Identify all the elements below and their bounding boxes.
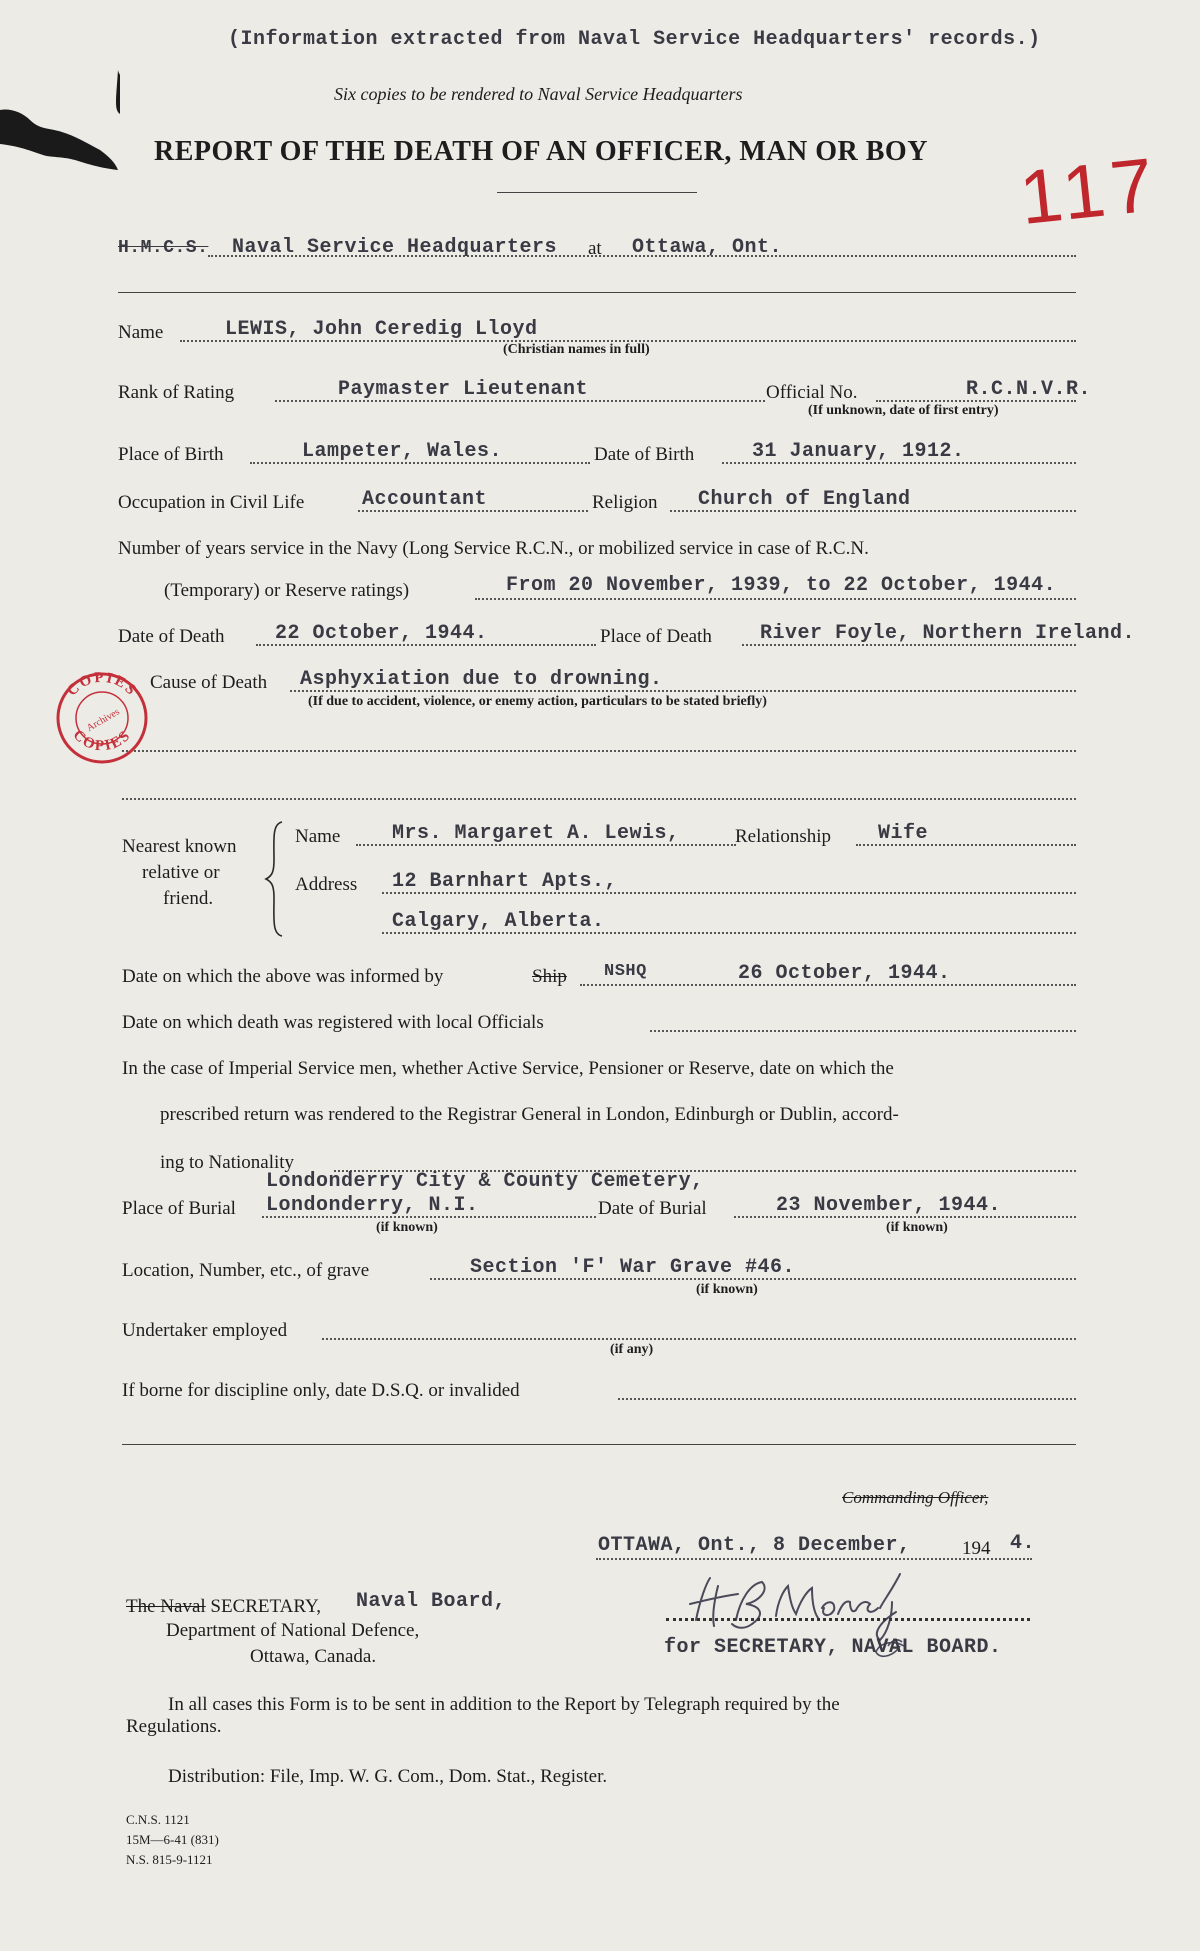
informed-label: Date on which the above was informed by [122,966,444,987]
stamp-middle-text: Archives [84,706,122,734]
signoff-year-prefix: 194 [962,1538,991,1559]
address-label: Address [295,874,358,895]
svg-text:COPIES [70,727,135,754]
title-underline [497,192,697,193]
birth-place-label: Place of Birth [118,444,224,465]
signoff-year-digit: 4. [1010,1532,1036,1555]
burial-place-label: Place of Burial [122,1198,236,1219]
discipline-label: If borne for discipline only, date D.S.Q. or invalided [122,1380,520,1401]
burial-date-hint: (if known) [886,1220,948,1235]
instructions-line-1: In all cases this Form is to be sent in addition to the Report by Telegraph required by the [168,1694,840,1715]
relative-brace [262,820,288,938]
undertaker-label: Undertaker employed [122,1320,288,1341]
burial-place-value-2: Londonderry, N.I. [266,1194,479,1217]
address-line-1: 12 Barnhart Apts., [392,870,618,893]
death-date-value: 22 October, 1944. [275,622,488,645]
informed-date-value: 26 October, 1944. [738,962,951,985]
birth-place-value: Lampeter, Wales. [302,440,503,463]
name-value: LEWIS, John Ceredig Lloyd [225,318,538,341]
relationship-label: Relationship [735,826,832,847]
cause-hint: (If due to accident, violence, or enemy action, particulars to be stated briefly) [308,694,767,709]
rank-value: Paymaster Lieutenant [338,378,589,401]
addressee-title: SECRETARY, [210,1596,321,1617]
occupation-value: Accountant [362,488,488,511]
undertaker-dotted-line [322,1338,1076,1340]
cause-value: Asphyxiation due to drowning. [300,668,663,691]
addressee-typed: Naval Board, [356,1590,507,1613]
commanding-officer-struck: Commanding Officer, [842,1488,989,1507]
service-label-line-1: Number of years service in the Navy (Long Service R.C.N., or mobilized service in case of R.C.N. [118,538,869,559]
relative-name-value: Mrs. Margaret A. Lewis, [392,822,680,845]
distribution-line: Distribution: File, Imp. W. G. Com., Dom. Stat., Register. [168,1766,608,1787]
official-no-label: Official No. [766,382,858,403]
service-value: From 20 November, 1939, to 22 October, 1944. [506,574,1057,597]
religion-label: Religion [592,492,658,513]
footer-line-2: 15M—6-41 (831) [126,1832,219,1847]
undertaker-hint: (if any) [610,1342,654,1357]
for-secretary-line: for SECRETARY, NAVAL BOARD. [664,1636,1002,1659]
relationship-value: Wife [878,822,929,845]
rank-label: Rank of Rating [118,382,235,403]
imperial-text-line-2: prescribed return was rendered to the Registrar General in London, Edinburgh or Dublin, accord- [160,1104,899,1125]
hmcs-prefix: H.M.C.S. [118,238,209,258]
grave-hint: (if known) [696,1282,758,1297]
burial-date-value: 23 November, 1944. [776,1194,1002,1217]
occupation-label: Occupation in Civil Life [118,492,305,513]
page-number: 117 [1015,141,1164,242]
at-label: at [588,238,602,259]
torn-corner-damage [0,70,120,180]
addressee-line-1 [126,1596,321,1618]
registration-label: Date on which death was registered with local Officials [122,1012,544,1033]
informed-struck-word: Ship [532,966,567,987]
addressee-line-2: Department of National Defence, [166,1620,420,1641]
grave-value: Section 'F' War Grave #46. [470,1256,796,1279]
extract-note: (Information extracted from Naval Service Headquarters' records.) [228,28,1041,51]
discipline-dotted-line [618,1398,1076,1400]
death-place-value: River Foyle, Northern Ireland. [760,622,1136,645]
signoff-place-date: OTTAWA, Ont., 8 December, [598,1534,911,1557]
name-label: Name [118,322,164,343]
ship-location: Ottawa, Ont. [632,236,783,259]
birth-date-value: 31 January, 1912. [752,440,965,463]
footer-line-1: C.N.S. 1121 [126,1812,190,1827]
page-title: REPORT OF THE DEATH OF AN OFFICER, MAN OR BOY [154,136,928,167]
imperial-text-line-1: In the case of Imperial Service men, whether Active Service, Pensioner or Reserve, date on which the [122,1058,894,1079]
cause-label: Cause of Death [150,672,268,693]
instructions-line-2: Regulations. [126,1716,222,1737]
stamp-bottom-text: COPIES [69,726,135,755]
registration-dotted-line [650,1030,1076,1032]
burial-place-value-1: Londonderry City & County Cemetery, [266,1170,704,1193]
service-label-line-2: (Temporary) or Reserve ratings) [164,580,410,601]
service-dotted-line [475,598,1076,600]
relative-name-label: Name [295,826,341,847]
relative-section-label-3: friend. [163,888,214,909]
burial-date-label: Date of Burial [598,1198,707,1219]
addressee-struck: The Naval [126,1596,206,1617]
stamp-top-text: COPIES [64,669,141,700]
birth-date-label: Date of Birth [594,444,695,465]
name-hint: (Christian names in full) [503,342,650,357]
burial-place-hint: (if known) [376,1220,438,1235]
separator-line [118,292,1076,293]
address-line-2: Calgary, Alberta. [392,910,605,933]
death-date-label: Date of Death [118,626,225,647]
blank-dotted-line-1 [122,750,1076,752]
bottom-separator-line [122,1444,1076,1445]
addressee-line-3: Ottawa, Canada. [250,1646,377,1667]
footer-line-3: N.S. 815-9-1121 [126,1852,213,1867]
death-place-label: Place of Death [600,626,712,647]
relative-section-label-2: relative or [142,862,220,883]
informed-by-value: NSHQ [604,962,647,981]
imperial-text-line-3: ing to Nationality [160,1152,295,1173]
official-no-hint: (If unknown, date of first entry) [808,403,999,418]
ship-value: Naval Service Headquarters [232,236,558,259]
relative-section-label-1: Nearest known [122,836,237,857]
signature-dotted-line [666,1618,1030,1621]
grave-label: Location, Number, etc., of grave [122,1260,370,1281]
copies-archives-stamp [52,668,152,768]
blank-dotted-line-2 [122,798,1076,800]
copies-note: Six copies to be rendered to Naval Service Headquarters [334,84,743,104]
official-no-value: R.C.N.V.R. [966,378,1092,401]
religion-value: Church of England [698,488,911,511]
